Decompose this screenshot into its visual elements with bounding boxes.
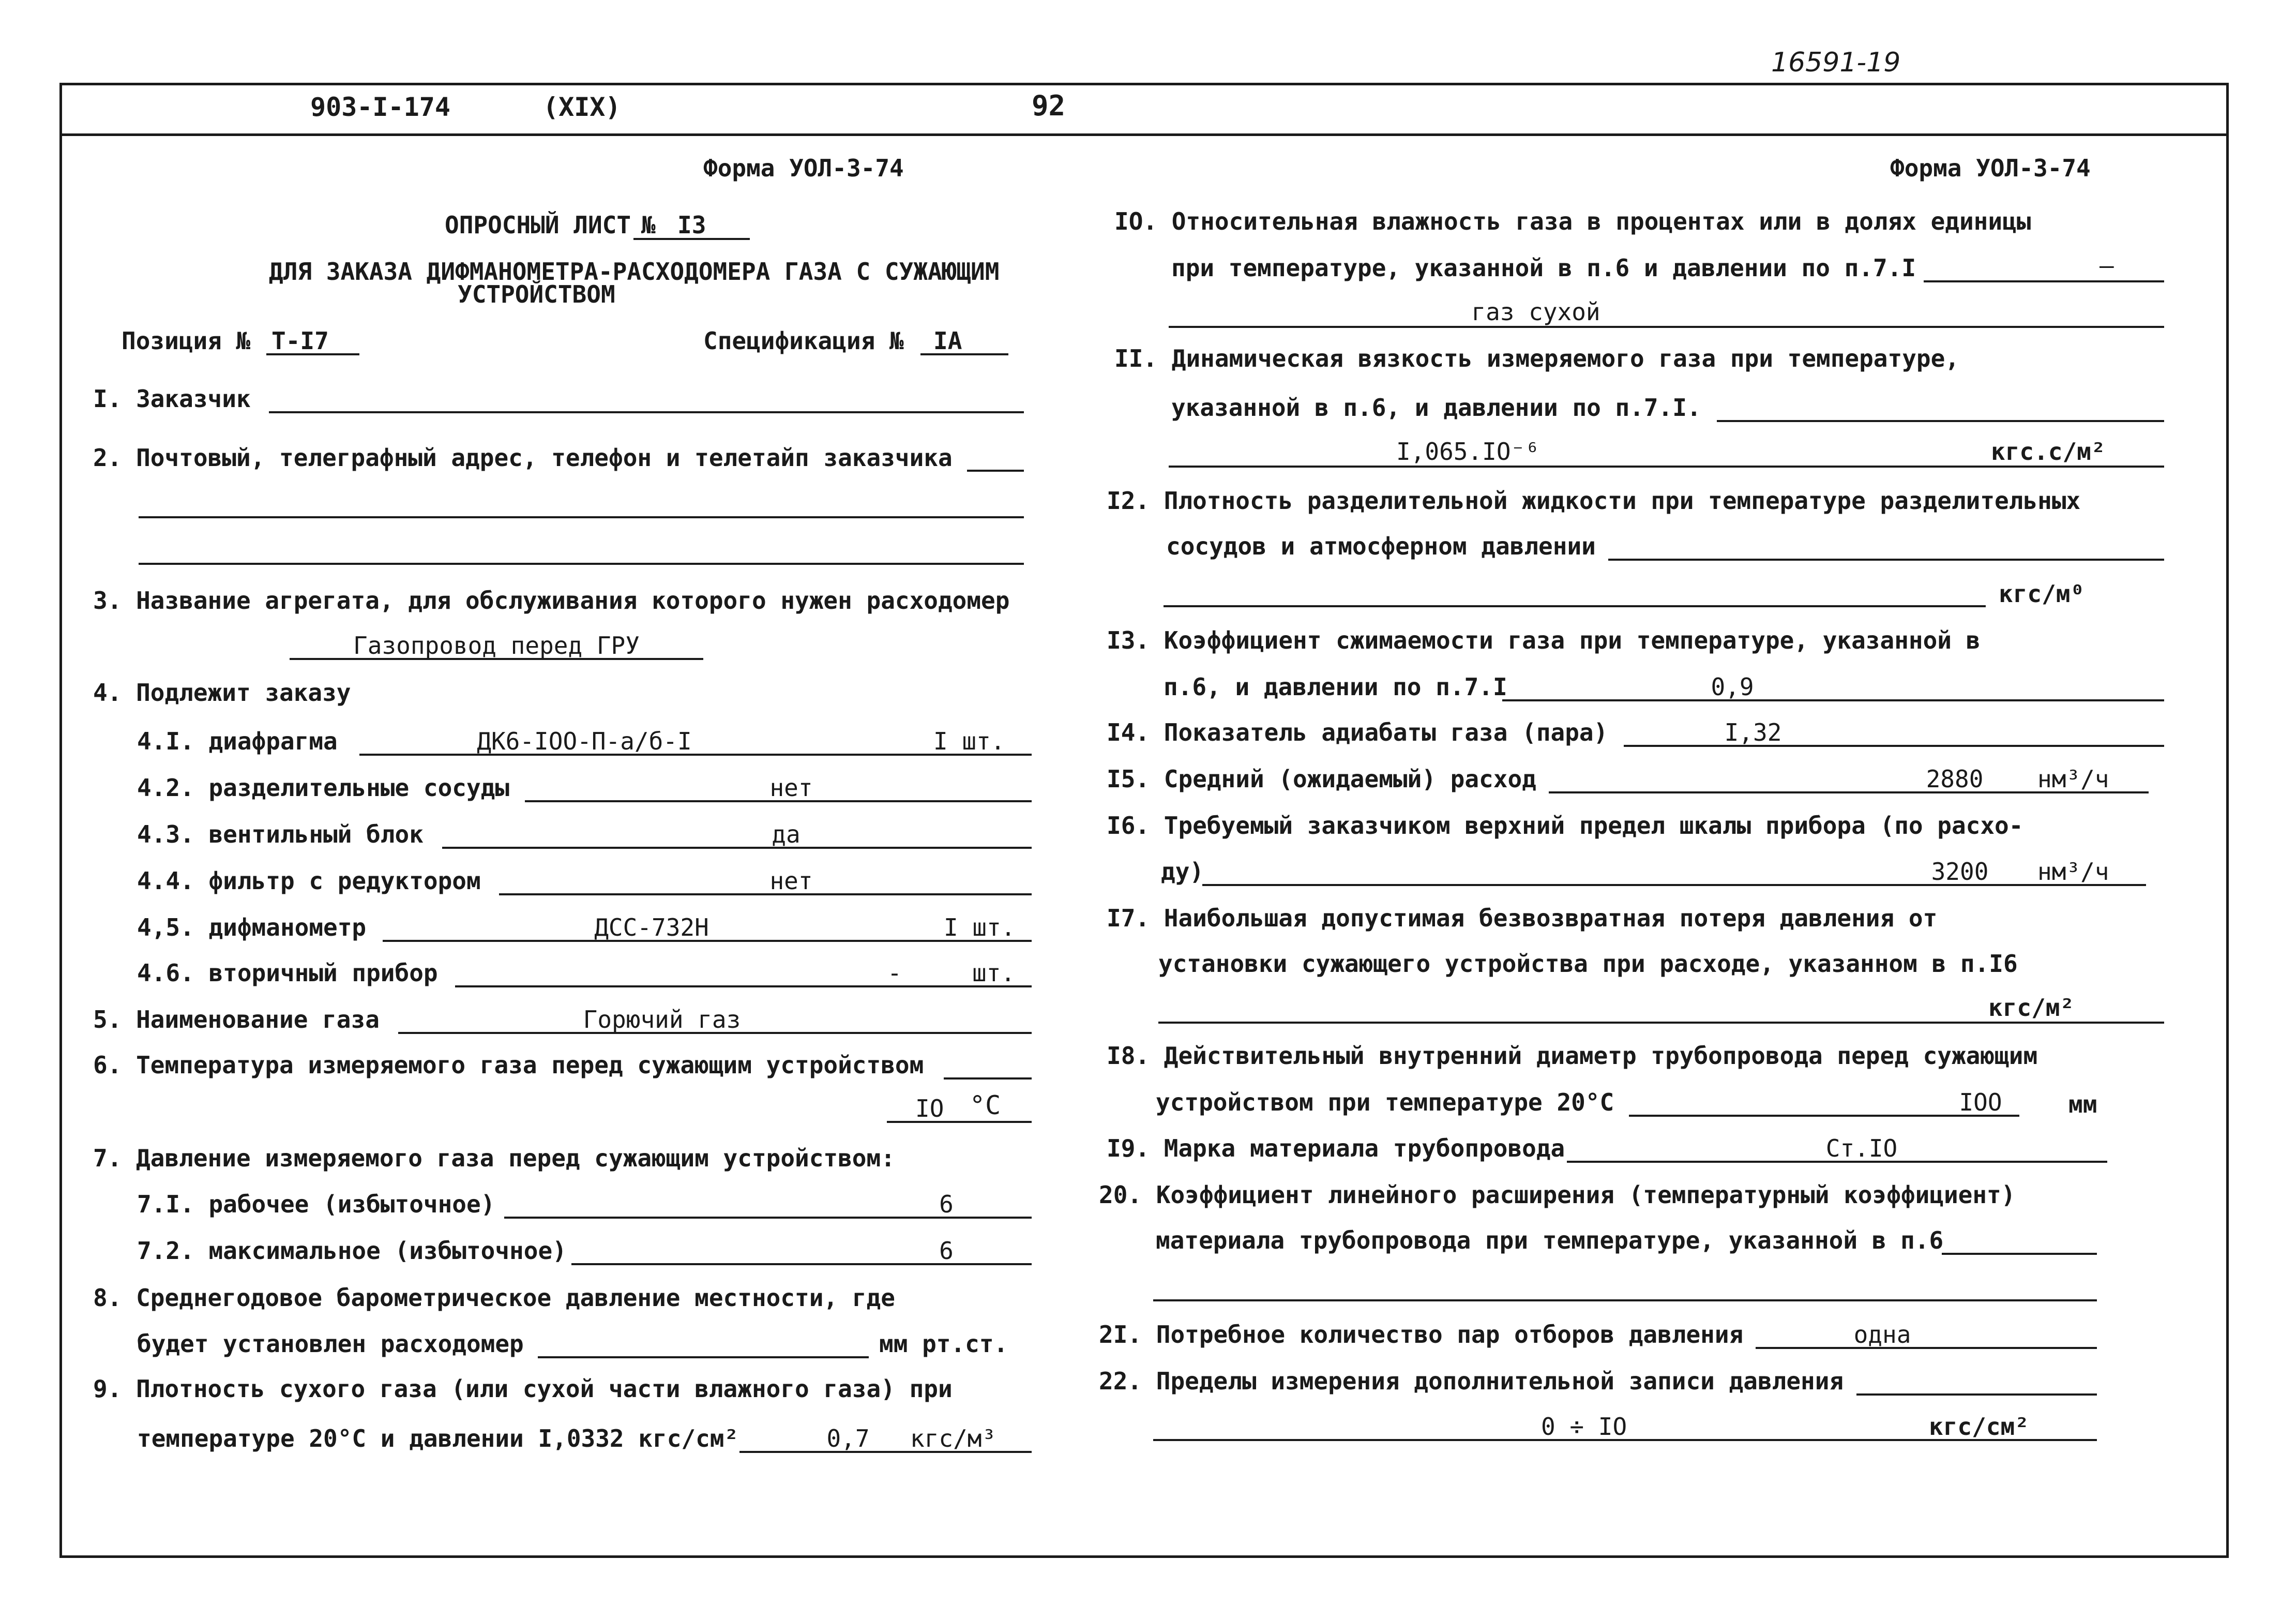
survey-number-sign: № — [641, 211, 656, 239]
item-4-6: 4.6. вторичный прибор — [137, 959, 438, 987]
item-12-cont: сосудов и атмосферном давлении — [1166, 532, 1596, 560]
item-2: 2. Почтовый, телеграфный адрес, телефон и телетайп заказчика — [93, 444, 953, 472]
item-4-2-value: нет — [769, 774, 813, 802]
item-10: IO. Относительная влажность газа в процентах или в долях единицы — [1114, 207, 2031, 235]
item-11-unit: кгс.с/м² — [1991, 438, 2106, 466]
item-4-1: 4.I. диафрагма — [137, 727, 338, 755]
item-22-value: 0 ÷ IO — [1541, 1413, 1627, 1441]
item-4: 4. Подлежит заказу — [93, 679, 351, 707]
survey-title: ОПРОСНЫЙ ЛИСТ — [445, 211, 631, 239]
position-label: Позиция № — [122, 327, 251, 355]
item-4-1-value: ДК6-IOO-П-а/б-I — [477, 727, 692, 755]
item-16-cont: ду) — [1161, 858, 1204, 886]
item-3: 3. Название агрегата, для обслуживания которого нужен расходомер — [93, 587, 1010, 614]
item-17-unit: кгс/м² — [1988, 994, 2075, 1022]
item-4-5-value: ДСС-732Н — [594, 913, 709, 941]
item-4-6-qty: шт. — [972, 959, 1016, 987]
item-3-value: Газопровод перед ГРУ — [353, 632, 640, 659]
item-21-value: одна — [1853, 1321, 1911, 1348]
item-15-value: 2880 — [1926, 765, 1984, 793]
item-7-2: 7.2. максимальное (избыточное) — [137, 1237, 567, 1265]
item-21: 2I. Потребное количество пар отборов давления — [1099, 1321, 1744, 1348]
item-9-value: 0,7 — [826, 1425, 870, 1452]
item-11: II. Динамическая вязкость измеряемого газа при температуре, — [1114, 344, 1959, 372]
item-6: 6. Температура измеряемого газа перед сужающим устройством — [93, 1051, 924, 1079]
item-4-3: 4.3. вентильный блок — [137, 820, 424, 848]
item-22: 22. Пределы измерения дополнительной записи давления — [1099, 1367, 1844, 1395]
item-5-value: Горючий газ — [583, 1006, 741, 1033]
form-label-left: Форма УОЛ-3-74 — [703, 154, 904, 182]
form-label-right: Форма УОЛ-3-74 — [1890, 154, 2091, 182]
survey-subtitle-2: УСТРОЙСТВОМ — [458, 280, 615, 308]
item-7-2-value: 6 — [939, 1237, 954, 1265]
item-9-cont: температуре 20°С и давлении I,0332 кгс/см² — [137, 1425, 739, 1452]
item-18: I8. Действительный внутренний диаметр трубопровода перед сужающим — [1107, 1042, 2038, 1070]
item-4-5-qty: I шт. — [944, 913, 1016, 941]
item-10-dash: — — [2099, 251, 2114, 279]
item-8-cont: будет установлен расходомер — [137, 1330, 524, 1358]
item-13-value: 0,9 — [1711, 673, 1754, 701]
item-18-value: IOO — [1959, 1088, 2002, 1116]
item-7-1: 7.I. рабочее (избыточное) — [137, 1190, 495, 1218]
item-12-unit: кгс/м⁰ — [1999, 580, 2085, 608]
item-19: I9. Марка материала трубопровода — [1107, 1134, 1565, 1162]
item-6-value: IO — [915, 1095, 944, 1122]
position-value: Т-I7 — [271, 327, 329, 355]
item-20: 20. Коэффициент линейного расширения (температурный коэффициент) — [1099, 1181, 2016, 1209]
item-19-value: Ст.IO — [1825, 1134, 1898, 1162]
item-20-cont: материала трубопровода при температуре, указанной в п.6 — [1156, 1226, 1944, 1254]
project-code: 903-I-174 — [310, 92, 450, 122]
item-17: I7. Наибольшая допустимая безвозвратная потеря давления от — [1107, 904, 1938, 932]
item-4-5: 4,5. дифманометр — [137, 913, 367, 941]
item-4-3-value: да — [772, 820, 800, 848]
item-17-cont: установки сужающего устройства при расходе, указанном в п.I6 — [1158, 950, 2018, 978]
item-8-unit: мм рт.ст. — [879, 1330, 1008, 1358]
item-6-unit: °C — [970, 1090, 1001, 1120]
item-13: I3. Коэффициент сжимаемости газа при температуре, указанной в — [1107, 626, 1981, 654]
survey-number: I3 — [677, 211, 706, 239]
item-12: I2. Плотность разделительной жидкости при температуре разделительных — [1107, 487, 2081, 515]
item-18-unit: мм — [2068, 1090, 2097, 1118]
page-number: 92 — [1032, 89, 1066, 122]
item-16: I6. Требуемый заказчиком верхний предел шкалы прибора (по расхо- — [1107, 812, 2023, 840]
item-16-unit: нм³/ч — [2037, 858, 2109, 886]
item-10-cont: при температуре, указанной в п.6 и давлении по п.7.I — [1171, 254, 1916, 282]
item-4-6-value: - — [887, 959, 902, 987]
item-4-2: 4.2. разделительные сосуды — [137, 774, 510, 802]
spec-value: IA — [933, 327, 962, 355]
item-15: I5. Средний (ожидаемый) расход — [1107, 765, 1536, 793]
item-4-1-qty: I шт. — [933, 727, 1005, 755]
item-9-unit: кгс/м³ — [910, 1425, 996, 1452]
item-11-value: I,065.IO⁻⁶ — [1396, 438, 1539, 466]
item-4-4-value: нет — [769, 867, 813, 895]
item-13-cont: п.6, и давлении по п.7.I — [1164, 673, 1507, 701]
item-18-cont: устройством при температуре 20°С — [1156, 1088, 1614, 1116]
item-15-unit: нм³/ч — [2037, 765, 2109, 793]
item-8: 8. Среднегодовое барометрическое давление местности, где — [93, 1284, 895, 1312]
item-16-value: 3200 — [1931, 858, 1989, 886]
item-5: 5. Наименование газа — [93, 1006, 380, 1033]
item-11-cont: указанной в п.6, и давлении по п.7.I. — [1171, 394, 1701, 422]
header-divider — [59, 133, 2229, 136]
item-9: 9. Плотность сухого газа (или сухой части влажного газа) при — [93, 1375, 953, 1403]
survey-subtitle: ДЛЯ ЗАКАЗА ДИФМАНОМЕТРА-РАСХОДОМЕРА ГАЗА С СУЖАЮЩИМ — [269, 258, 1000, 286]
item-10-value: газ сухой — [1471, 298, 1600, 326]
item-22-unit: кгс/см² — [1929, 1413, 2029, 1441]
spec-label: Спецификация № — [703, 327, 904, 355]
album-number: (XIX) — [543, 92, 621, 122]
item-14-value: I,32 — [1724, 718, 1782, 746]
item-7: 7. Давление измеряемого газа перед сужающим устройством: — [93, 1144, 895, 1172]
item-7-1-value: 6 — [939, 1190, 954, 1218]
item-4-4: 4.4. фильтр с редуктором — [137, 867, 481, 895]
item-1: I. Заказчик — [93, 385, 251, 413]
item-14: I4. Показатель адиабаты газа (пара) — [1107, 718, 1608, 746]
archive-number: 16591-19 — [1771, 47, 1901, 78]
